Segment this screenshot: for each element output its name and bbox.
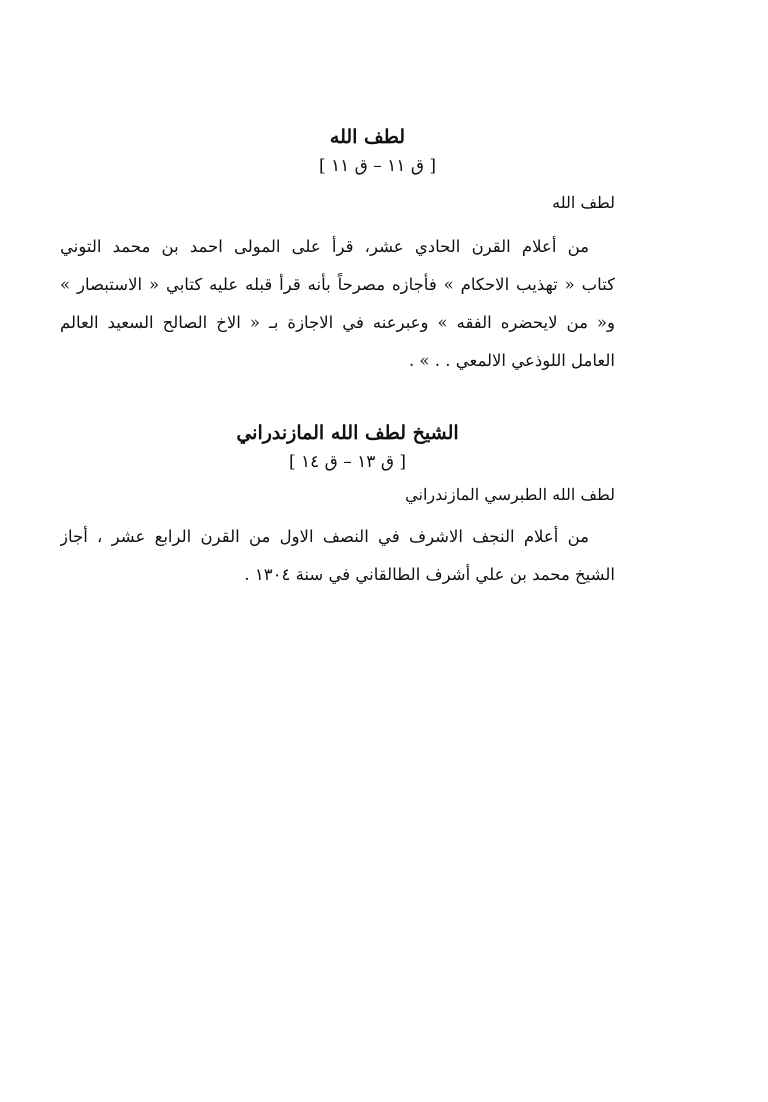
body-line: الشيخ محمد بن علي أشرف الطالقاني في سنة ١٣٠٤ .: [244, 565, 615, 584]
biography-entry: [60, 122, 615, 380]
body-line: كتاب « تهذيب الاحكام » فأجازه مصرحاً بأنه قرأ قبله عليه كتابي « الاستبصار »: [60, 275, 615, 294]
body-line: و« من لايحضره الفقه » وعبرعنه في الاجازة بـ « الاخ الصالح السعيد العالم: [60, 313, 615, 332]
entry-title: لطف الله: [329, 126, 406, 148]
century-range: [ ق ١٣ – ق ١٤ ]: [288, 452, 407, 472]
century-range: [ ق ١١ – ق ١١ ]: [318, 156, 437, 176]
biography-entry: [60, 418, 615, 594]
body-line: العامل اللوذعي الالمعي . . » .: [408, 351, 615, 370]
entry-name: لطف الله: [552, 193, 615, 212]
body-line: من أعلام النجف الاشرف في النصف الاول من القرن الرابع عشر ، أجاز: [60, 527, 589, 546]
entry-title: الشيخ لطف الله المازندراني: [236, 422, 459, 444]
entry-name: لطف الله الطبرسي المازندراني: [405, 485, 615, 504]
body-line: من أعلام القرن الحادي عشر، قرأ على المولى احمد بن محمد التوني: [60, 237, 589, 256]
